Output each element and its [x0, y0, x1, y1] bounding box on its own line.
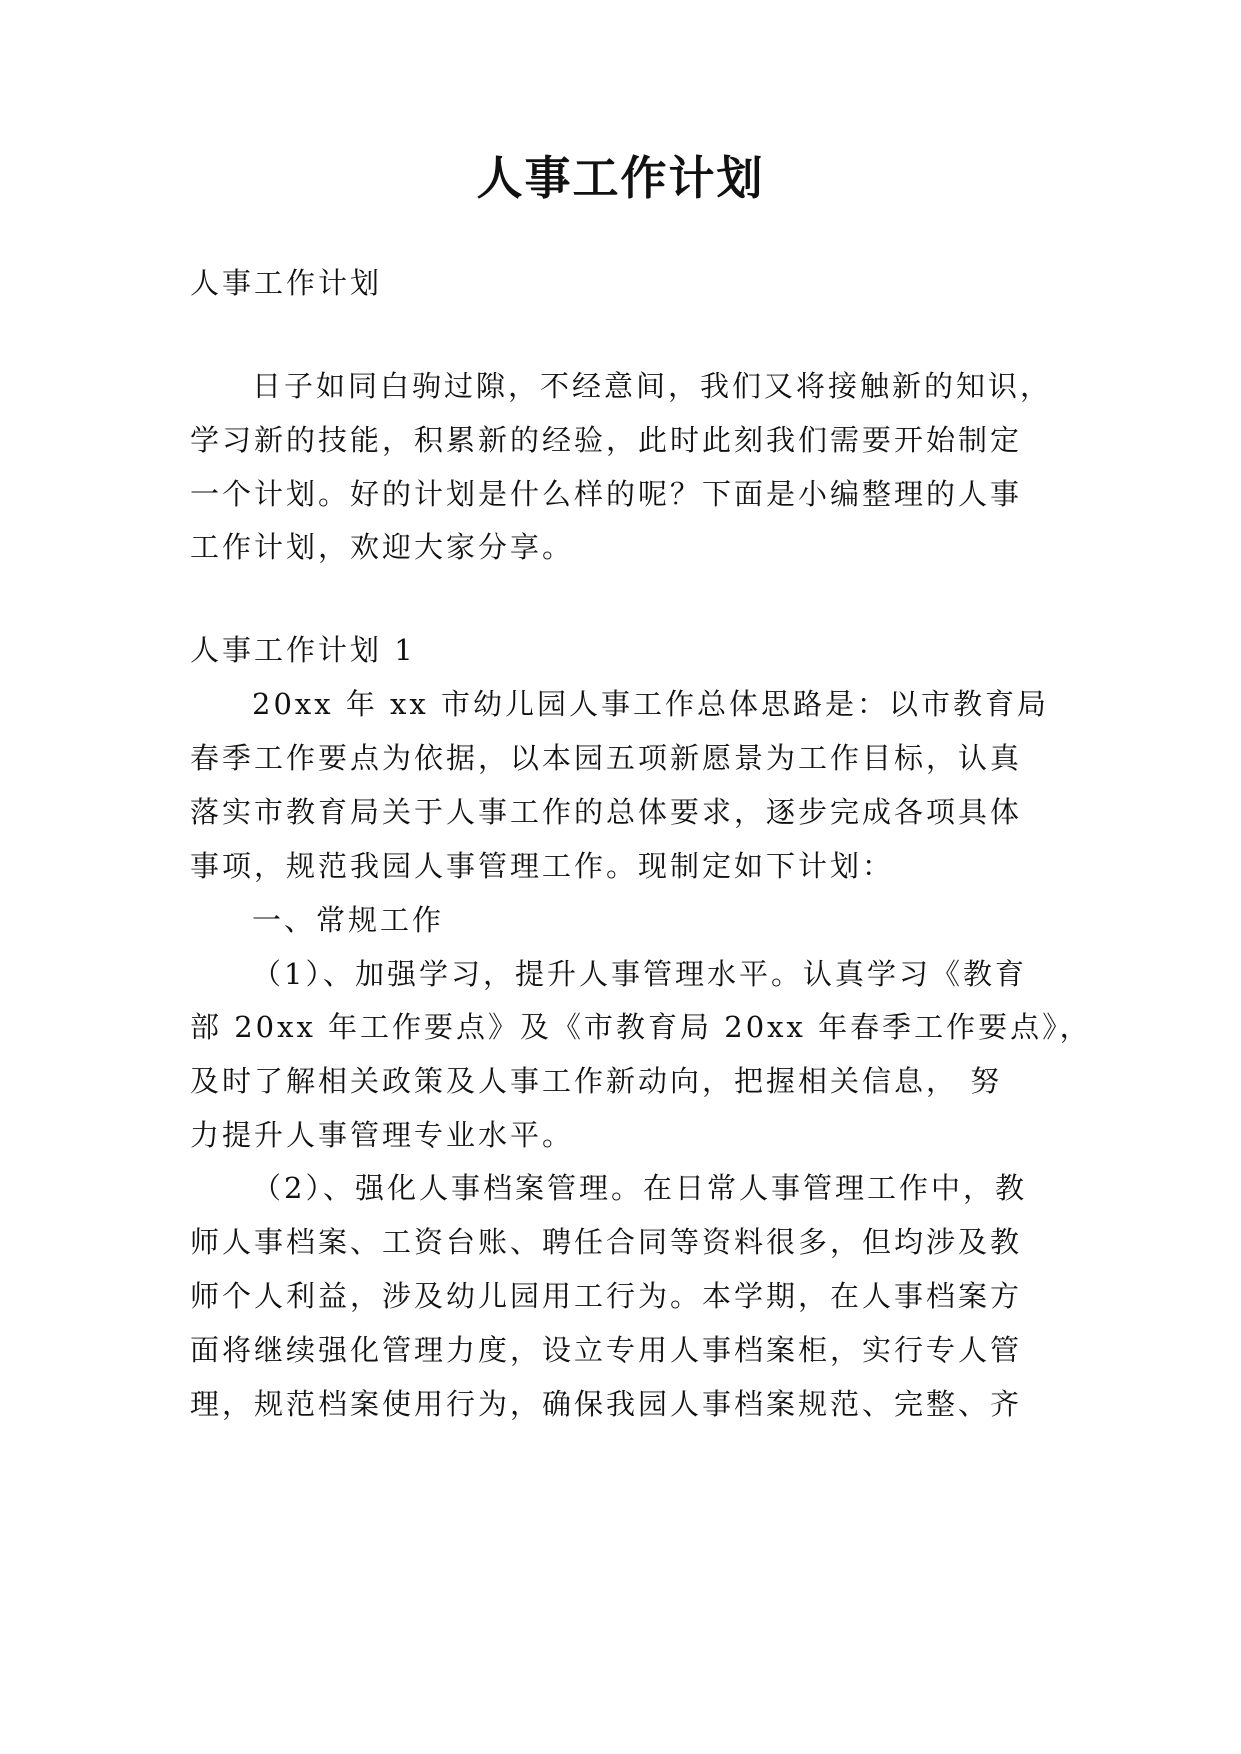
document-title: 人事工作计划	[476, 151, 765, 205]
item1-line: 及时了解相关政策及人事工作新动向，把握相关信息， 努	[190, 1064, 1003, 1098]
item2-line: 理，规范档案使用行为，确保我园人事档案规范、完整、齐	[190, 1387, 1023, 1421]
subheading: 一、常规工作	[252, 903, 445, 937]
item2-line: 师个人利益，涉及幼儿园用工行为。本学期，在人事档案方	[190, 1279, 1023, 1313]
section-heading: 人事工作计划 1	[190, 633, 416, 667]
item2-line: （2）、强化人事档案管理。在日常人事管理工作中，教	[252, 1171, 1027, 1205]
intro-line: 日子如同白驹过隙，不经意间，我们又将接触新的知识，	[252, 369, 1053, 403]
section1-para-line: 落实市教育局关于人事工作的总体要求，逐步完成各项具体	[190, 795, 1023, 829]
intro-line: 学习新的技能，积累新的经验，此时此刻我们需要开始制定	[190, 423, 1023, 457]
item2-line: 面将继续强化管理力度，设立专用人事档案柜，实行专人管	[190, 1333, 1023, 1367]
item1-line: （1）、加强学习，提升人事管理水平。认真学习《教育	[252, 957, 1027, 991]
intro-line: 一个计划。好的计划是什么样的呢？下面是小编整理的人事	[190, 477, 1023, 511]
item1-line: 部 20xx 年工作要点》及《市教育局 20xx 年春季工作要点》，	[190, 1010, 1092, 1044]
item1-line: 力提升人事管理专业水平。	[190, 1118, 575, 1152]
section1-para-line: 春季工作要点为依据，以本园五项新愿景为工作目标，认真	[190, 741, 1023, 775]
section1-para-line: 20xx 年 xx 市幼儿园人事工作总体思路是：以市教育局	[252, 687, 1049, 721]
item2-line: 师人事档案、工资台账、聘任合同等资料很多，但均涉及教	[190, 1225, 1023, 1259]
document-subtitle: 人事工作计划	[190, 266, 383, 300]
intro-line: 工作计划，欢迎大家分享。	[190, 530, 575, 564]
section1-para-line: 事项，规范我园人事管理工作。现制定如下计划：	[190, 849, 895, 883]
